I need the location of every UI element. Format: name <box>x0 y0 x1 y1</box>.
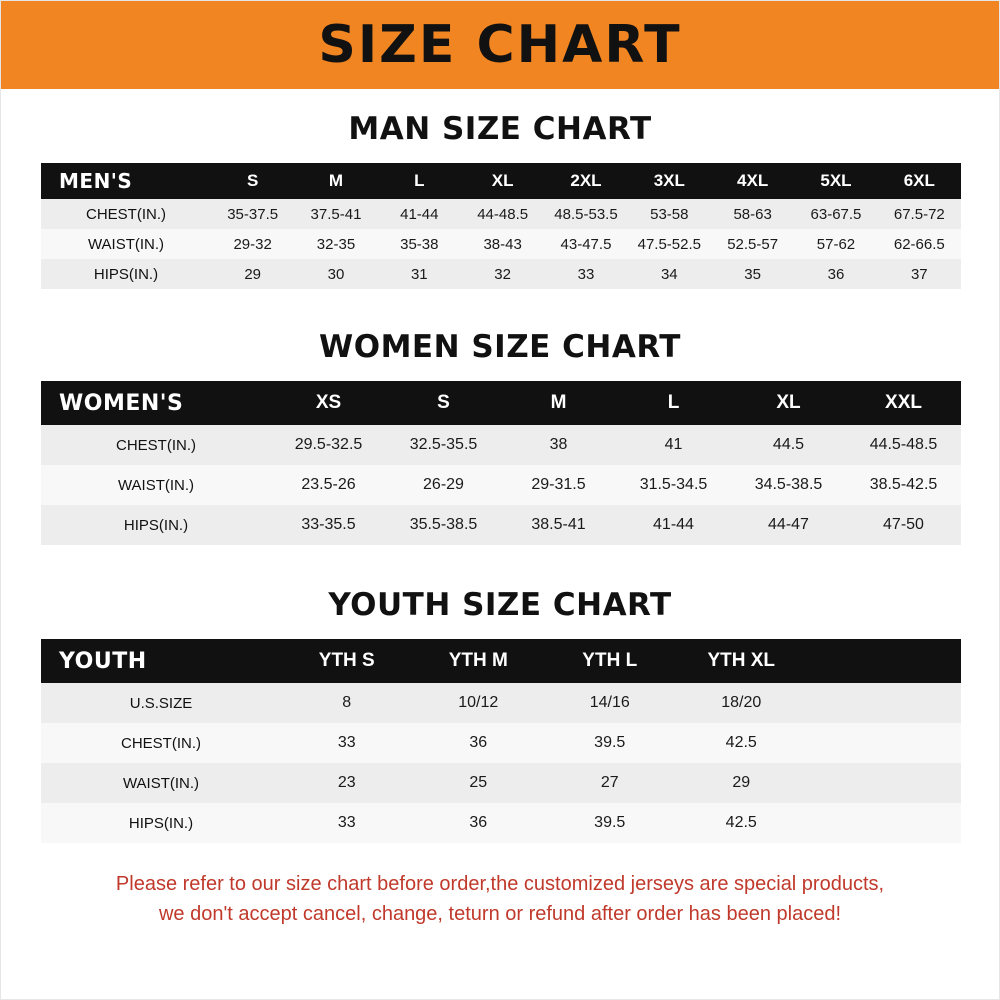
youth-r2-c1: 25 <box>413 763 545 803</box>
table-row <box>41 259 961 289</box>
man-r1-c2: 35-38 <box>378 229 461 259</box>
youth-header-row <box>41 639 961 683</box>
youth-col-1: YTH M <box>413 639 545 683</box>
man-r1-c4: 43-47.5 <box>544 229 627 259</box>
youth-table-body <box>41 683 961 843</box>
table-row <box>41 229 961 259</box>
women-r2-c4: 44-47 <box>731 505 846 545</box>
man-r2-c4: 33 <box>544 259 627 289</box>
man-col-0: S <box>211 163 294 199</box>
youth-r0-spacer <box>807 683 961 723</box>
man-r1-c1: 32-35 <box>294 229 377 259</box>
youth-table-wrap <box>41 639 959 843</box>
youth-row-0-label: U.S.SIZE <box>41 683 281 723</box>
youth-r3-c0: 33 <box>281 803 413 843</box>
youth-r0-c2: 14/16 <box>544 683 676 723</box>
youth-table-head <box>41 639 961 683</box>
youth-r0-c3: 18/20 <box>676 683 808 723</box>
man-header-row <box>41 163 961 199</box>
women-r2-c3: 41-44 <box>616 505 731 545</box>
man-col-7: 5XL <box>794 163 877 199</box>
women-col-0: XS <box>271 381 386 425</box>
man-corner-label: MEN'S <box>41 163 211 199</box>
youth-r0-c1: 10/12 <box>413 683 545 723</box>
man-r1-c3: 38-43 <box>461 229 544 259</box>
man-row-1-label: WAIST(IN.) <box>41 229 211 259</box>
youth-r1-c2: 39.5 <box>544 723 676 763</box>
man-r0-c3: 44-48.5 <box>461 199 544 229</box>
header-banner <box>1 1 999 89</box>
man-r2-c5: 34 <box>628 259 711 289</box>
women-r0-c5: 44.5-48.5 <box>846 425 961 465</box>
man-r1-c8: 62-66.5 <box>878 229 961 259</box>
man-col-8: 6XL <box>878 163 961 199</box>
policy-note <box>25 869 975 929</box>
youth-col-3: YTH XL <box>676 639 808 683</box>
youth-r2-c3: 29 <box>676 763 808 803</box>
women-table-head <box>41 381 961 425</box>
youth-col-0: YTH S <box>281 639 413 683</box>
man-r2-c0: 29 <box>211 259 294 289</box>
women-row-2-label: HIPS(IN.) <box>41 505 271 545</box>
man-row-0-label: CHEST(IN.) <box>41 199 211 229</box>
youth-r0-c0: 8 <box>281 683 413 723</box>
man-r2-c3: 32 <box>461 259 544 289</box>
youth-row-3-label: HIPS(IN.) <box>41 803 281 843</box>
women-r2-c1: 35.5-38.5 <box>386 505 501 545</box>
man-r0-c5: 53-58 <box>628 199 711 229</box>
women-r2-c0: 33-35.5 <box>271 505 386 545</box>
women-table-body <box>41 425 961 545</box>
table-row <box>41 803 961 843</box>
women-r2-c5: 47-50 <box>846 505 961 545</box>
man-col-2: L <box>378 163 461 199</box>
women-r0-c3: 41 <box>616 425 731 465</box>
table-row <box>41 723 961 763</box>
man-r2-c1: 30 <box>294 259 377 289</box>
youth-row-2-label: WAIST(IN.) <box>41 763 281 803</box>
women-r1-c0: 23.5-26 <box>271 465 386 505</box>
youth-size-table <box>41 639 961 843</box>
man-section-title: MAN SIZE CHART <box>348 111 652 147</box>
table-row <box>41 505 961 545</box>
man-table-head <box>41 163 961 199</box>
youth-r2-c0: 23 <box>281 763 413 803</box>
man-table-body <box>41 199 961 289</box>
youth-r2-c2: 27 <box>544 763 676 803</box>
man-r2-c7: 36 <box>794 259 877 289</box>
table-row <box>41 199 961 229</box>
man-col-5: 3XL <box>628 163 711 199</box>
youth-row-1-label: CHEST(IN.) <box>41 723 281 763</box>
table-row <box>41 763 961 803</box>
women-col-4: XL <box>731 381 846 425</box>
youth-r1-spacer <box>807 723 961 763</box>
man-r0-c2: 41-44 <box>378 199 461 229</box>
women-col-1: S <box>386 381 501 425</box>
women-r1-c1: 26-29 <box>386 465 501 505</box>
policy-note-line-1: Please refer to our size chart before order,the customized jerseys are special products, <box>115 873 885 895</box>
man-r2-c6: 35 <box>711 259 794 289</box>
man-r0-c1: 37.5-41 <box>294 199 377 229</box>
women-r1-c2: 29-31.5 <box>501 465 616 505</box>
man-col-3: XL <box>461 163 544 199</box>
man-r2-c2: 31 <box>378 259 461 289</box>
man-table-wrap <box>41 163 959 289</box>
women-r1-c3: 31.5-34.5 <box>616 465 731 505</box>
women-section-title: WOMEN SIZE CHART <box>319 329 681 365</box>
man-r0-c0: 35-37.5 <box>211 199 294 229</box>
man-r0-c6: 58-63 <box>711 199 794 229</box>
page-title: SIZE CHART <box>318 15 682 75</box>
women-r0-c0: 29.5-32.5 <box>271 425 386 465</box>
table-row <box>41 683 961 723</box>
women-r0-c2: 38 <box>501 425 616 465</box>
women-col-5: XXL <box>846 381 961 425</box>
women-header-row <box>41 381 961 425</box>
man-r1-c7: 57-62 <box>794 229 877 259</box>
women-row-1-label: WAIST(IN.) <box>41 465 271 505</box>
man-r0-c4: 48.5-53.5 <box>544 199 627 229</box>
women-r1-c4: 34.5-38.5 <box>731 465 846 505</box>
women-r1-c5: 38.5-42.5 <box>846 465 961 505</box>
youth-corner-label: YOUTH <box>41 639 281 683</box>
women-col-3: L <box>616 381 731 425</box>
women-row-0-label: CHEST(IN.) <box>41 425 271 465</box>
man-r1-c0: 29-32 <box>211 229 294 259</box>
man-r0-c7: 63-67.5 <box>794 199 877 229</box>
man-row-2-label: HIPS(IN.) <box>41 259 211 289</box>
youth-col-2: YTH L <box>544 639 676 683</box>
table-row <box>41 465 961 505</box>
youth-r3-c2: 39.5 <box>544 803 676 843</box>
youth-section-title: YOUTH SIZE CHART <box>328 587 672 623</box>
women-r0-c4: 44.5 <box>731 425 846 465</box>
youth-r2-spacer <box>807 763 961 803</box>
man-r2-c8: 37 <box>878 259 961 289</box>
women-table-wrap <box>41 381 959 545</box>
youth-r1-c3: 42.5 <box>676 723 808 763</box>
man-r1-c5: 47.5-52.5 <box>628 229 711 259</box>
policy-note-line-2: we don't accept cancel, change, teturn or refund after order has been placed! <box>158 903 842 925</box>
youth-r3-c3: 42.5 <box>676 803 808 843</box>
women-corner-label: WOMEN'S <box>41 381 271 425</box>
youth-r3-spacer <box>807 803 961 843</box>
youth-r1-c0: 33 <box>281 723 413 763</box>
women-r0-c1: 32.5-35.5 <box>386 425 501 465</box>
women-col-2: M <box>501 381 616 425</box>
man-r0-c8: 67.5-72 <box>878 199 961 229</box>
man-col-6: 4XL <box>711 163 794 199</box>
man-col-1: M <box>294 163 377 199</box>
youth-r3-c1: 36 <box>413 803 545 843</box>
youth-r1-c1: 36 <box>413 723 545 763</box>
man-r1-c6: 52.5-57 <box>711 229 794 259</box>
table-row <box>41 425 961 465</box>
women-size-table <box>41 381 961 545</box>
man-col-4: 2XL <box>544 163 627 199</box>
youth-col-spacer <box>807 639 961 683</box>
women-r2-c2: 38.5-41 <box>501 505 616 545</box>
man-size-table <box>41 163 961 289</box>
